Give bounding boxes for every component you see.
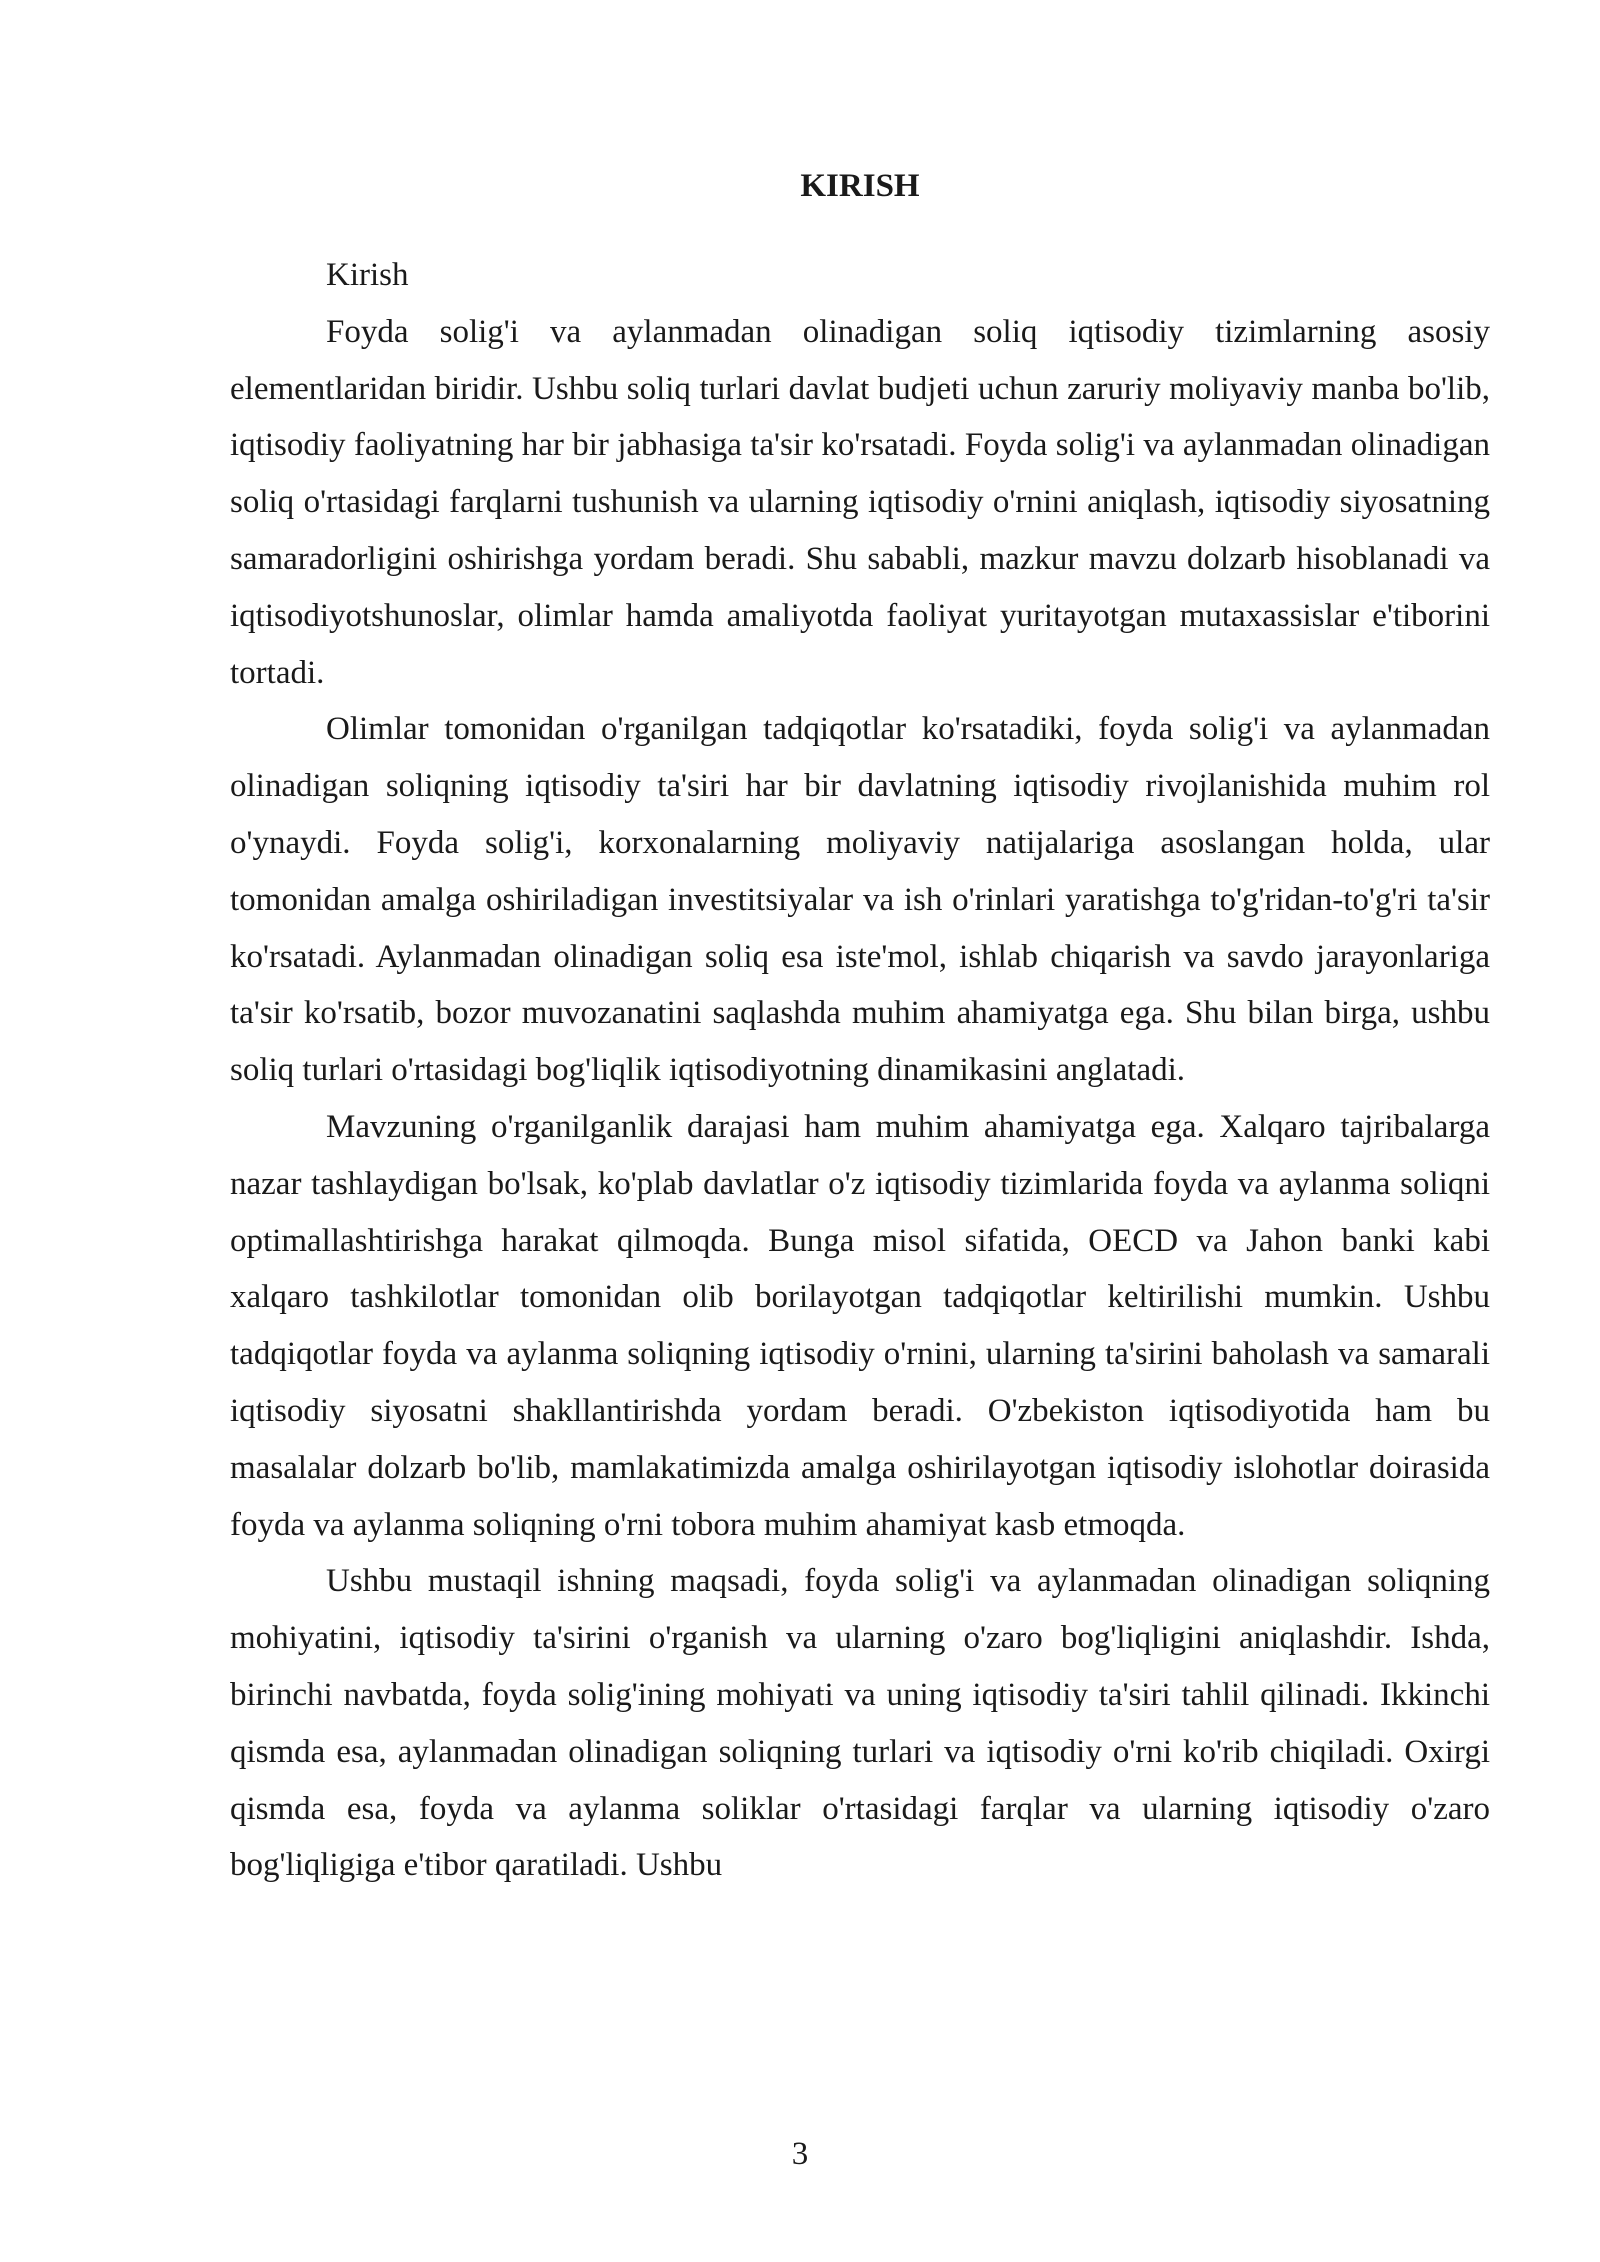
- subheading: Kirish: [326, 257, 409, 293]
- paragraph: Mavzuning o'rganilganlik darajasi ham muhim ahamiyatga ega. Xalqaro tajribalarga nazar tashlaydigan bo'lsak, ko'plab davlatlar o'z iqtisodiy tizimlarida foyda va aylanma soliqni optimallashtirishga harakat qilmoqda. Bunga misol sifatida, OECD va Jahon banki kabi xalqaro tashkilotlar tomonidan olib borilayotgan tadqiqotlar keltirilishi mumkin. Ushbu tadqiqotlar foyda va aylanma soliqning iqtisodiy o'rnini, ularning ta'sirini baholash va samarali iqtisodiy siyosatni shakllantirishda yordam beradi. O'zbekiston iqtisodiyotida ham bu masalalar dolzarb bo'lib, mamlakatimizda amalga oshirilayotgan iqtisodiy islohotlar doirasida foyda va aylanma soliqning o'rni tobora muhim ahamiyat kasb etmoqda.: [230, 1108, 1490, 1543]
- paragraph: Ushbu mustaqil ishning maqsadi, foyda solig'i va aylanmadan olinadigan soliqning mohiyatini, iqtisodiy ta'sirini o'rganish va ularning o'zaro bog'liqligini aniqlashdir. Ishda, birinchi navbatda, foyda solig'ining mohiyati va uning iqtisodiy ta'siri tahlil qilinadi. Ikkinchi qismda esa, aylanmadan olinadigan soliqning turlari va iqtisodiy o'rni ko'rib chiqiladi. Oxirgi qismda esa, foyda va aylanma soliklar o'rtasidagi farqlar va ularning iqtisodiy o'zaro bog'liqligiga e'tibor qaratiladi. Ushbu: [230, 1563, 1490, 1884]
- page-number: 3: [791, 2136, 809, 2172]
- document-body: [230, 247, 1490, 1894]
- paragraph: Foyda solig'i va aylanmadan olinadigan soliq iqtisodiy tizimlarning asosiy elementlaridan biridir. Ushbu soliq turlari davlat budjeti uchun zaruriy moliyaviy manba bo'lib, iqtisodiy faoliyatning har bir jabhasiga ta'sir ko'rsatadi. Foyda solig'i va aylanmadan olinadigan soliq o'rtasidagi farqlarni tushunish va ularning iqtisodiy o'rnini aniqlash, iqtisodiy siyosatning samaradorligini oshirishga yordam beradi. Shu sababli, mazkur mavzu dolzarb hisoblanadi va iqtisodiyotshunoslar, olimlar hamda amaliyotda faoliyat yuritayotgan mutaxassislar e'tiborini tortadi.: [230, 313, 1490, 691]
- paragraph: Olimlar tomonidan o'rganilgan tadqiqotlar ko'rsatadiki, foyda solig'i va aylanmadan olinadigan soliqning iqtisodiy ta'siri har bir davlatning iqtisodiy rivojlanishida muhim rol o'ynaydi. Foyda solig'i, korxonalarning moliyaviy natijalariga asoslangan holda, ular tomonidan amalga oshiriladigan investitsiyalar va ish o'rinlari yaratishga to'g'ridan-to'g'ri ta'sir ko'rsatadi. Aylanmadan olinadigan soliq esa iste'mol, ishlab chiqarish va savdo jarayonlariga ta'sir ko'rsatib, bozor muvozanatini saqlashda muhim ahamiyatga ega. Shu bilan birga, ushbu soliq turlari o'rtasidagi bog'liqlik iqtisodiyotning dinamikasini anglatadi.: [230, 711, 1490, 1089]
- page-title: KIRISH: [800, 168, 920, 204]
